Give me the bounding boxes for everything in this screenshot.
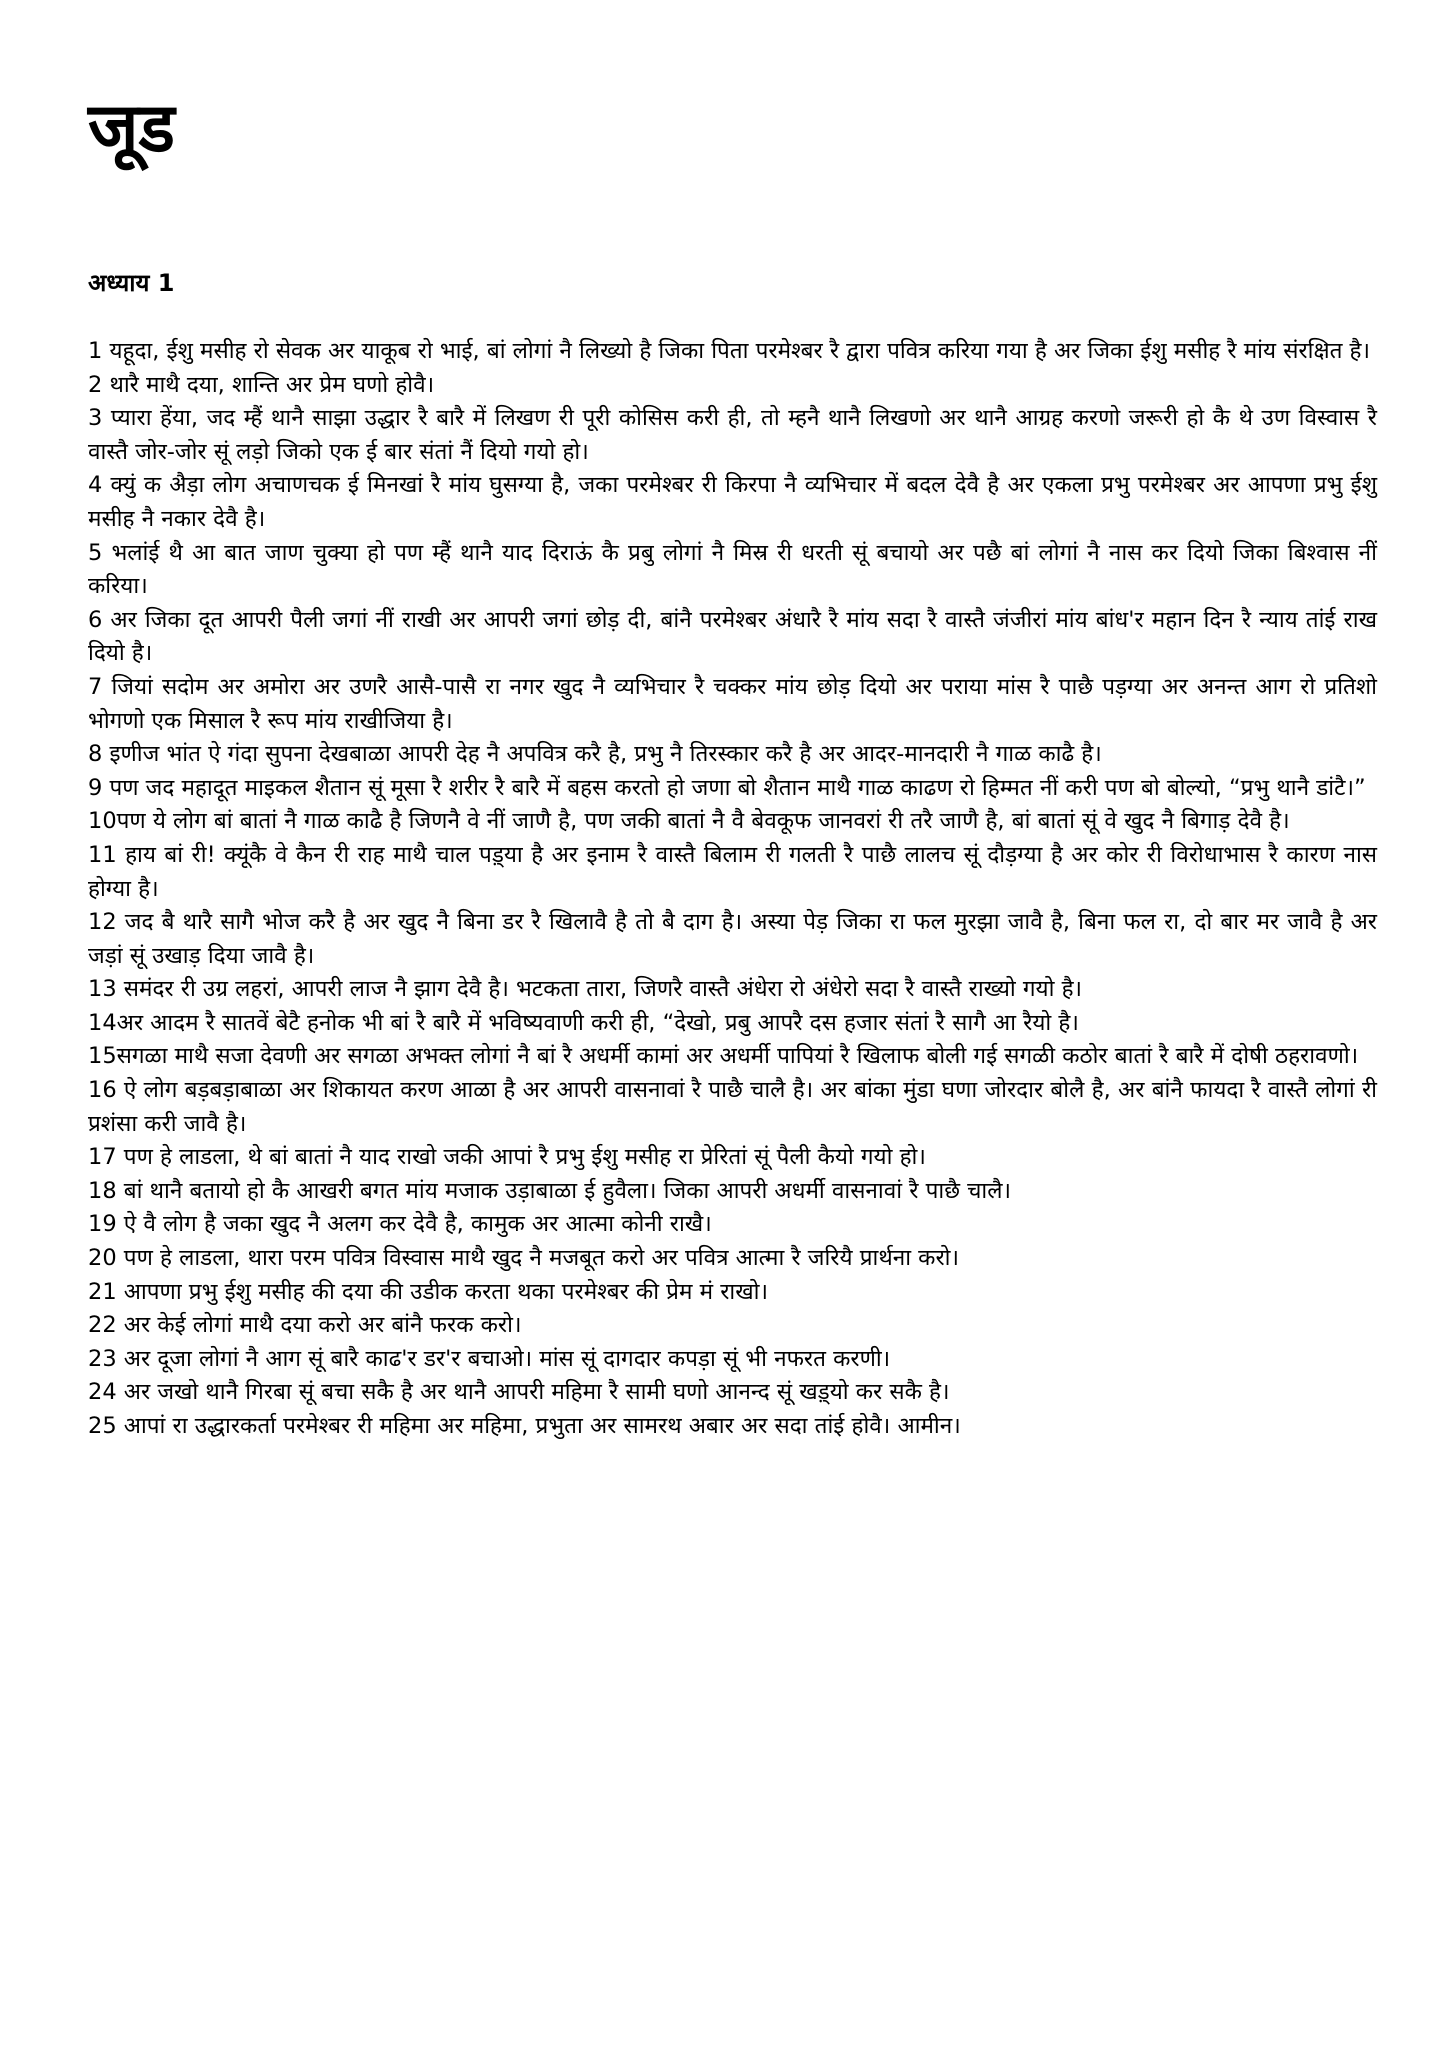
verse-16: 16 ऐ लोग बड़बड़ाबाळा अर शिकायत करण आळा है अर आपरी वासनावां रै पाछै चालै है। अर बांका मुंडा घणा जोरदार बोलै है, अर बांनै फायदा रै वास्तै लोगां री प्रशंसा करी जावै है। — [88, 1077, 1377, 1137]
chapter-heading: अध्याय 1 — [88, 269, 175, 297]
verse-10: 10पण ये लोग बां बातां नै गाळ काढै है जिणनै वे नीं जाणै है, पण जकी बातां नै वै बेवकूफ जानवरां री तरै जाणै है, बां बातां सूं वे खुद नै बिगाड़ देवै है। — [88, 808, 1290, 835]
verse-3: 3 प्यारा हेंया, जद म्हैं थानै साझा उद्धार रै बारै में लिखण री पूरी कोसिस करी ही, तो म्हनै थानै लिखणो अर थानै आग्रह करणो जरूरी हो कै थे उण विस्वास रै वास्तै जोर-जोर सूं लड़ो जिको एक ई बार संतां नैं दियो गयो हो। — [88, 405, 1377, 465]
verse-11: 11 हाय बां री! क्यूंकै वे कैन री राह माथै चाल पड़्या है अर इनाम रै वास्तै बिलाम री गलती रै पाछै लालच सूं दौड़ग्या है अर कोर री विरोधाभास रै कारण नास होग्या है। — [88, 841, 1377, 902]
verse-4: 4 क्युं क अैड़ा लोग अचाणचक ई मिनखां रै मांय घुसग्या है, जका परमेश्बर री किरपा नै व्यभिचार में बदल देवै है अर एकला प्रभु परमेश्बर अर आपणा प्रभु ईशु मसीह नै नकार देवै है। — [88, 472, 1377, 532]
verse-17: 17 पण हे लाडला, थे बां बातां नै याद राखो जकी आपां रै प्रभु ईशु मसीह रा प्रेरितां सूं पैली कैयो गयो हो। — [88, 1144, 926, 1171]
verse-13: 13 समंदर री उग्र लहरां, आपरी लाज नै झाग देवै है। भटकता तारा, जिणरै वास्तै अंधेरा रो अंधेरो सदा रै वास्तै राख्यो गयो है। — [88, 976, 1083, 1003]
verse-20: 20 पण हे लाडला, थारा परम पवित्र विस्वास माथै खुद नै मजबूत करो अर पवित्र आत्मा रै जरियै प्रार्थना करो। — [88, 1245, 960, 1272]
verse-1: 1 यहूदा, ईशु मसीह रो सेवक अर याकूब रो भाई, बां लोगां नै लिख्यो है जिका पिता परमेश्बर रै द्वारा पवित्र करिया गया है अर जिका ईशु मसीह रै मांय संरक्षित है। — [88, 338, 1371, 364]
book-title: जूड — [88, 89, 175, 168]
verse-25: 25 आपां रा उद्धारकर्ता परमेश्बर री महिमा अर महिमा, प्रभुता अर सामरथ अबार अर सदा तांई होवै। आमीन। — [88, 1413, 961, 1439]
verse-12: 12 जद बै थारै सागै भोज करै है अर खुद नै बिना डर रै खिलावै है तो बै दाग है। अस्या पेड़ जिका रा फल मुरझा जावै है, बिना फल रा, दो बार मर जावै है अर जड़ां सूं उखाड़ दिया जावै है। — [88, 909, 1377, 969]
verse-18: 18 बां थानै बतायो हो कै आखरी बगत मांय मजाक उड़ाबाळा ई हुवैला। जिका आपरी अधर्मी वासनावां रै पाछै चालै। — [88, 1177, 1012, 1204]
verse-22: 22 अर केई लोगां माथै दया करो अर बांनै फरक करो। — [88, 1312, 522, 1339]
verse-2: 2 थारै माथै दया, शान्ति अर प्रेम घणो होवै। — [88, 371, 435, 398]
verse-7: 7 जियां सदोम अर अमोरा अर उणरै आसै-पासै रा नगर खुद नै व्यभिचार रै चक्कर मांय छोड़ दियो अर पराया मांस रै पाछै पड़ग्या अर अनन्त आग रो प्रतिशो भोगणो एक मिसाल रै रूप मांय राखीजिया है। — [88, 673, 1377, 734]
verse-21: 21 आपणा प्रभु ईशु मसीह की दया की उडीक करता थका परमेश्बर की प्रेम मं राखो। — [88, 1278, 768, 1305]
verse-23: 23 अर दूजा लोगां नै आग सूं बारै काढ'र डर'र बचाओ। मांस सूं दागदार कपड़ा सूं भी नफरत करणी। — [88, 1345, 891, 1372]
verse-5: 5 भलांई थै आ बात जाण चुक्या हो पण म्हैं थानै याद दिराऊं कै प्रबु लोगां नै मिस्र री धरती सूं बचायो अर पछै बां लोगां नै नास कर दियो जिका बिश्वास नीं करिया। — [88, 539, 1377, 600]
verse-24: 24 अर जखो थानै गिरबा सूं बचा सकै है अर थानै आपरी महिमा रै सामी घणो आनन्द सूं खड़्यो कर सकै है। — [88, 1379, 950, 1406]
verse-19: 19 ऐ वै लोग है जका खुद नै अलग कर देवै है, कामुक अर आत्मा कोनी राखै। — [88, 1211, 712, 1238]
verse-9: 9 पण जद महादूत माइकल शैतान सूं मूसा रै शरीर रै बारै में बहस करतो हो जणा बो शैतान माथै गाळ काढण रो हिम्मत नीं करी पण बो बोल्यो, “प्रभु थानै डांटै।” — [88, 774, 1366, 801]
verse-14: 14अर आदम रै सातवें बेटै हनोक भी बां रै बारै में भविष्यवाणी करी ही, “देखो, प्रबु आपरै दस हजार संतां रै सागै आ रैयो है। — [88, 1009, 1079, 1036]
verse-15: 15सगळा माथै सजा देवणी अर सगळा अभक्त लोगां नै बां रै अधर्मी कामां अर अधर्मी पापियां रै खिलाफ बोली गई सगळी कठोर बातां रै बारै में दोषी ठहरावणो। — [88, 1043, 1359, 1070]
verse-6: 6 अर जिका दूत आपरी पैली जगां नीं राखी अर आपरी जगां छोड़ दी, बांनै परमेश्बर अंधारै रै मांय सदा रै वास्तै जंजीरां मांय बांध'र महान दिन रै न्याय तांई राख दियो है। — [88, 606, 1377, 667]
verse-list — [88, 335, 1377, 1444]
verse-8: 8 इणीज भांत ऐ गंदा सुपना देखबाळा आपरी देह नै अपवित्र करै है, प्रभु नै तिरस्कार करै है अर आदर-मानदारी नै गाळ काढै है। — [88, 741, 1102, 768]
